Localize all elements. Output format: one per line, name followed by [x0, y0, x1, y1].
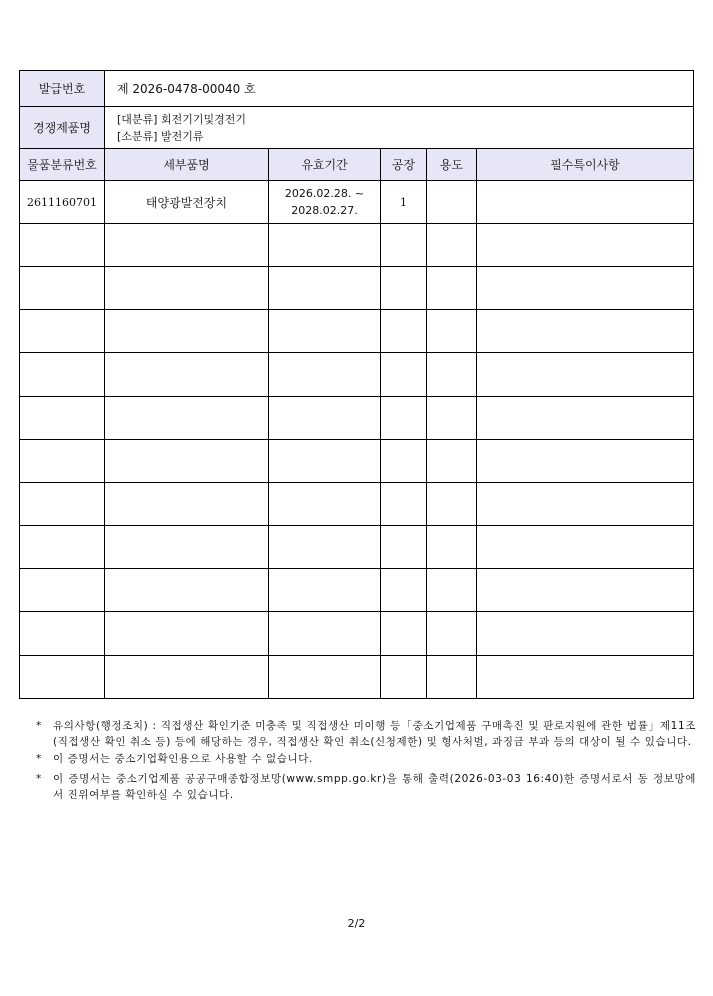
col-header-notes: 필수특이사항 [477, 149, 694, 181]
validity-cell [269, 526, 381, 569]
notes-cell [477, 224, 694, 267]
usage-cell [427, 267, 477, 310]
class-no-cell [20, 267, 105, 310]
factory-cell [381, 569, 427, 612]
table-row [20, 267, 694, 310]
note-item [36, 771, 696, 803]
class-no-cell [20, 353, 105, 397]
factory-cell [381, 310, 427, 353]
class-no-cell [20, 612, 105, 656]
product-label: 경쟁제품명 [20, 107, 105, 149]
product-value [105, 107, 694, 149]
col-header-class-no: 물품분류번호 [20, 149, 105, 181]
col-header-item-name: 세부품명 [105, 149, 269, 181]
validity-cell [269, 310, 381, 353]
usage-cell [427, 612, 477, 656]
validity-cell [269, 656, 381, 699]
notes-cell [477, 353, 694, 397]
notes-cell [477, 483, 694, 526]
item-name-cell [105, 483, 269, 526]
item-name-cell [105, 526, 269, 569]
notes-section [36, 718, 696, 804]
table-row [20, 569, 694, 612]
factory-cell [381, 353, 427, 397]
issue-number-label: 발급번호 [20, 71, 105, 107]
factory-cell [381, 526, 427, 569]
factory-cell [381, 224, 427, 267]
usage-cell [427, 569, 477, 612]
item-name-cell: 태양광발전장치 [105, 181, 269, 224]
factory-cell: 1 [381, 181, 427, 224]
note-bullet: * [36, 753, 42, 765]
usage-cell [427, 440, 477, 483]
table-row [20, 526, 694, 569]
note-item [36, 718, 696, 750]
note-bullet: * [36, 773, 42, 785]
issue-number-row [20, 71, 694, 107]
factory-cell [381, 612, 427, 656]
table-row [20, 656, 694, 699]
notes-cell [477, 397, 694, 440]
table-row [20, 310, 694, 353]
class-no-cell [20, 397, 105, 440]
class-no-cell [20, 526, 105, 569]
note-text: 이 증명서는 중소기업확인용으로 사용할 수 없습니다. [53, 753, 313, 765]
table-row [20, 224, 694, 267]
note-text: 이 증명서는 중소기업제품 공공구매종합정보망(www.smpp.go.kr)을 통해 출력(2026-03-03 16:40)한 증명서로서 동 정보망에서 진위여부를 확인하실 수 있습니다. [53, 773, 696, 801]
factory-cell [381, 397, 427, 440]
notes-cell [477, 440, 694, 483]
notes-cell [477, 310, 694, 353]
item-name-cell [105, 440, 269, 483]
column-header-row [20, 149, 694, 181]
product-major-category: [대분류] 회전기기및경전기 [117, 112, 246, 126]
table-row [20, 483, 694, 526]
class-no-cell [20, 656, 105, 699]
table-row [20, 440, 694, 483]
table-row [20, 353, 694, 397]
item-name-cell [105, 267, 269, 310]
class-no-cell [20, 440, 105, 483]
validity-cell [269, 569, 381, 612]
table-row [20, 612, 694, 656]
table-row [20, 181, 694, 224]
usage-cell [427, 656, 477, 699]
item-name-cell [105, 224, 269, 267]
class-no-cell [20, 569, 105, 612]
class-no-cell [20, 310, 105, 353]
usage-cell [427, 526, 477, 569]
col-header-factory: 공장 [381, 149, 427, 181]
validity-cell [269, 181, 381, 224]
class-no-cell: 2611160701 [20, 181, 105, 224]
valid-from: 2026.02.28. ~ [284, 187, 365, 200]
validity-cell [269, 224, 381, 267]
class-no-cell [20, 483, 105, 526]
product-row [20, 107, 694, 149]
validity-cell [269, 483, 381, 526]
validity-cell [269, 353, 381, 397]
validity-cell [269, 440, 381, 483]
notes-cell [477, 656, 694, 699]
item-name-cell [105, 310, 269, 353]
usage-cell [427, 353, 477, 397]
item-name-cell [105, 397, 269, 440]
item-name-cell [105, 656, 269, 699]
valid-to: 2028.02.27. [291, 204, 358, 217]
col-header-usage: 용도 [427, 149, 477, 181]
notes-cell [477, 181, 694, 224]
notes-cell [477, 526, 694, 569]
usage-cell [427, 181, 477, 224]
factory-cell [381, 267, 427, 310]
item-name-cell [105, 353, 269, 397]
table-row [20, 397, 694, 440]
validity-cell [269, 612, 381, 656]
item-name-cell [105, 612, 269, 656]
validity-cell [269, 267, 381, 310]
note-text: 유의사항(행정조치) : 직접생산 확인기준 미충족 및 직접생산 미이행 등「중소기업제품 구매촉진 및 판로지원에 관한 법률」제11조(직접생산 확인 취소 등) 등에 해당하는 경우, 직접생산 확인 취소(신청제한) 및 형사처벌, 과징금 부과 등의 대상이 될 수 있습니다. [53, 720, 696, 748]
usage-cell [427, 483, 477, 526]
factory-cell [381, 483, 427, 526]
notes-cell [477, 267, 694, 310]
notes-cell [477, 612, 694, 656]
item-name-cell [105, 569, 269, 612]
class-no-cell [20, 224, 105, 267]
certificate-table [19, 70, 694, 699]
col-header-validity: 유효기간 [269, 149, 381, 181]
issue-number-value: 제 2026-0478-00040 호 [105, 71, 694, 107]
usage-cell [427, 310, 477, 353]
product-minor-category: [소분류] 발전기류 [117, 129, 204, 143]
factory-cell [381, 440, 427, 483]
notes-cell [477, 569, 694, 612]
usage-cell [427, 224, 477, 267]
factory-cell [381, 656, 427, 699]
validity-cell [269, 397, 381, 440]
usage-cell [427, 397, 477, 440]
note-bullet: * [36, 720, 42, 732]
page-number: 2/2 [347, 917, 366, 930]
note-item [36, 751, 696, 767]
